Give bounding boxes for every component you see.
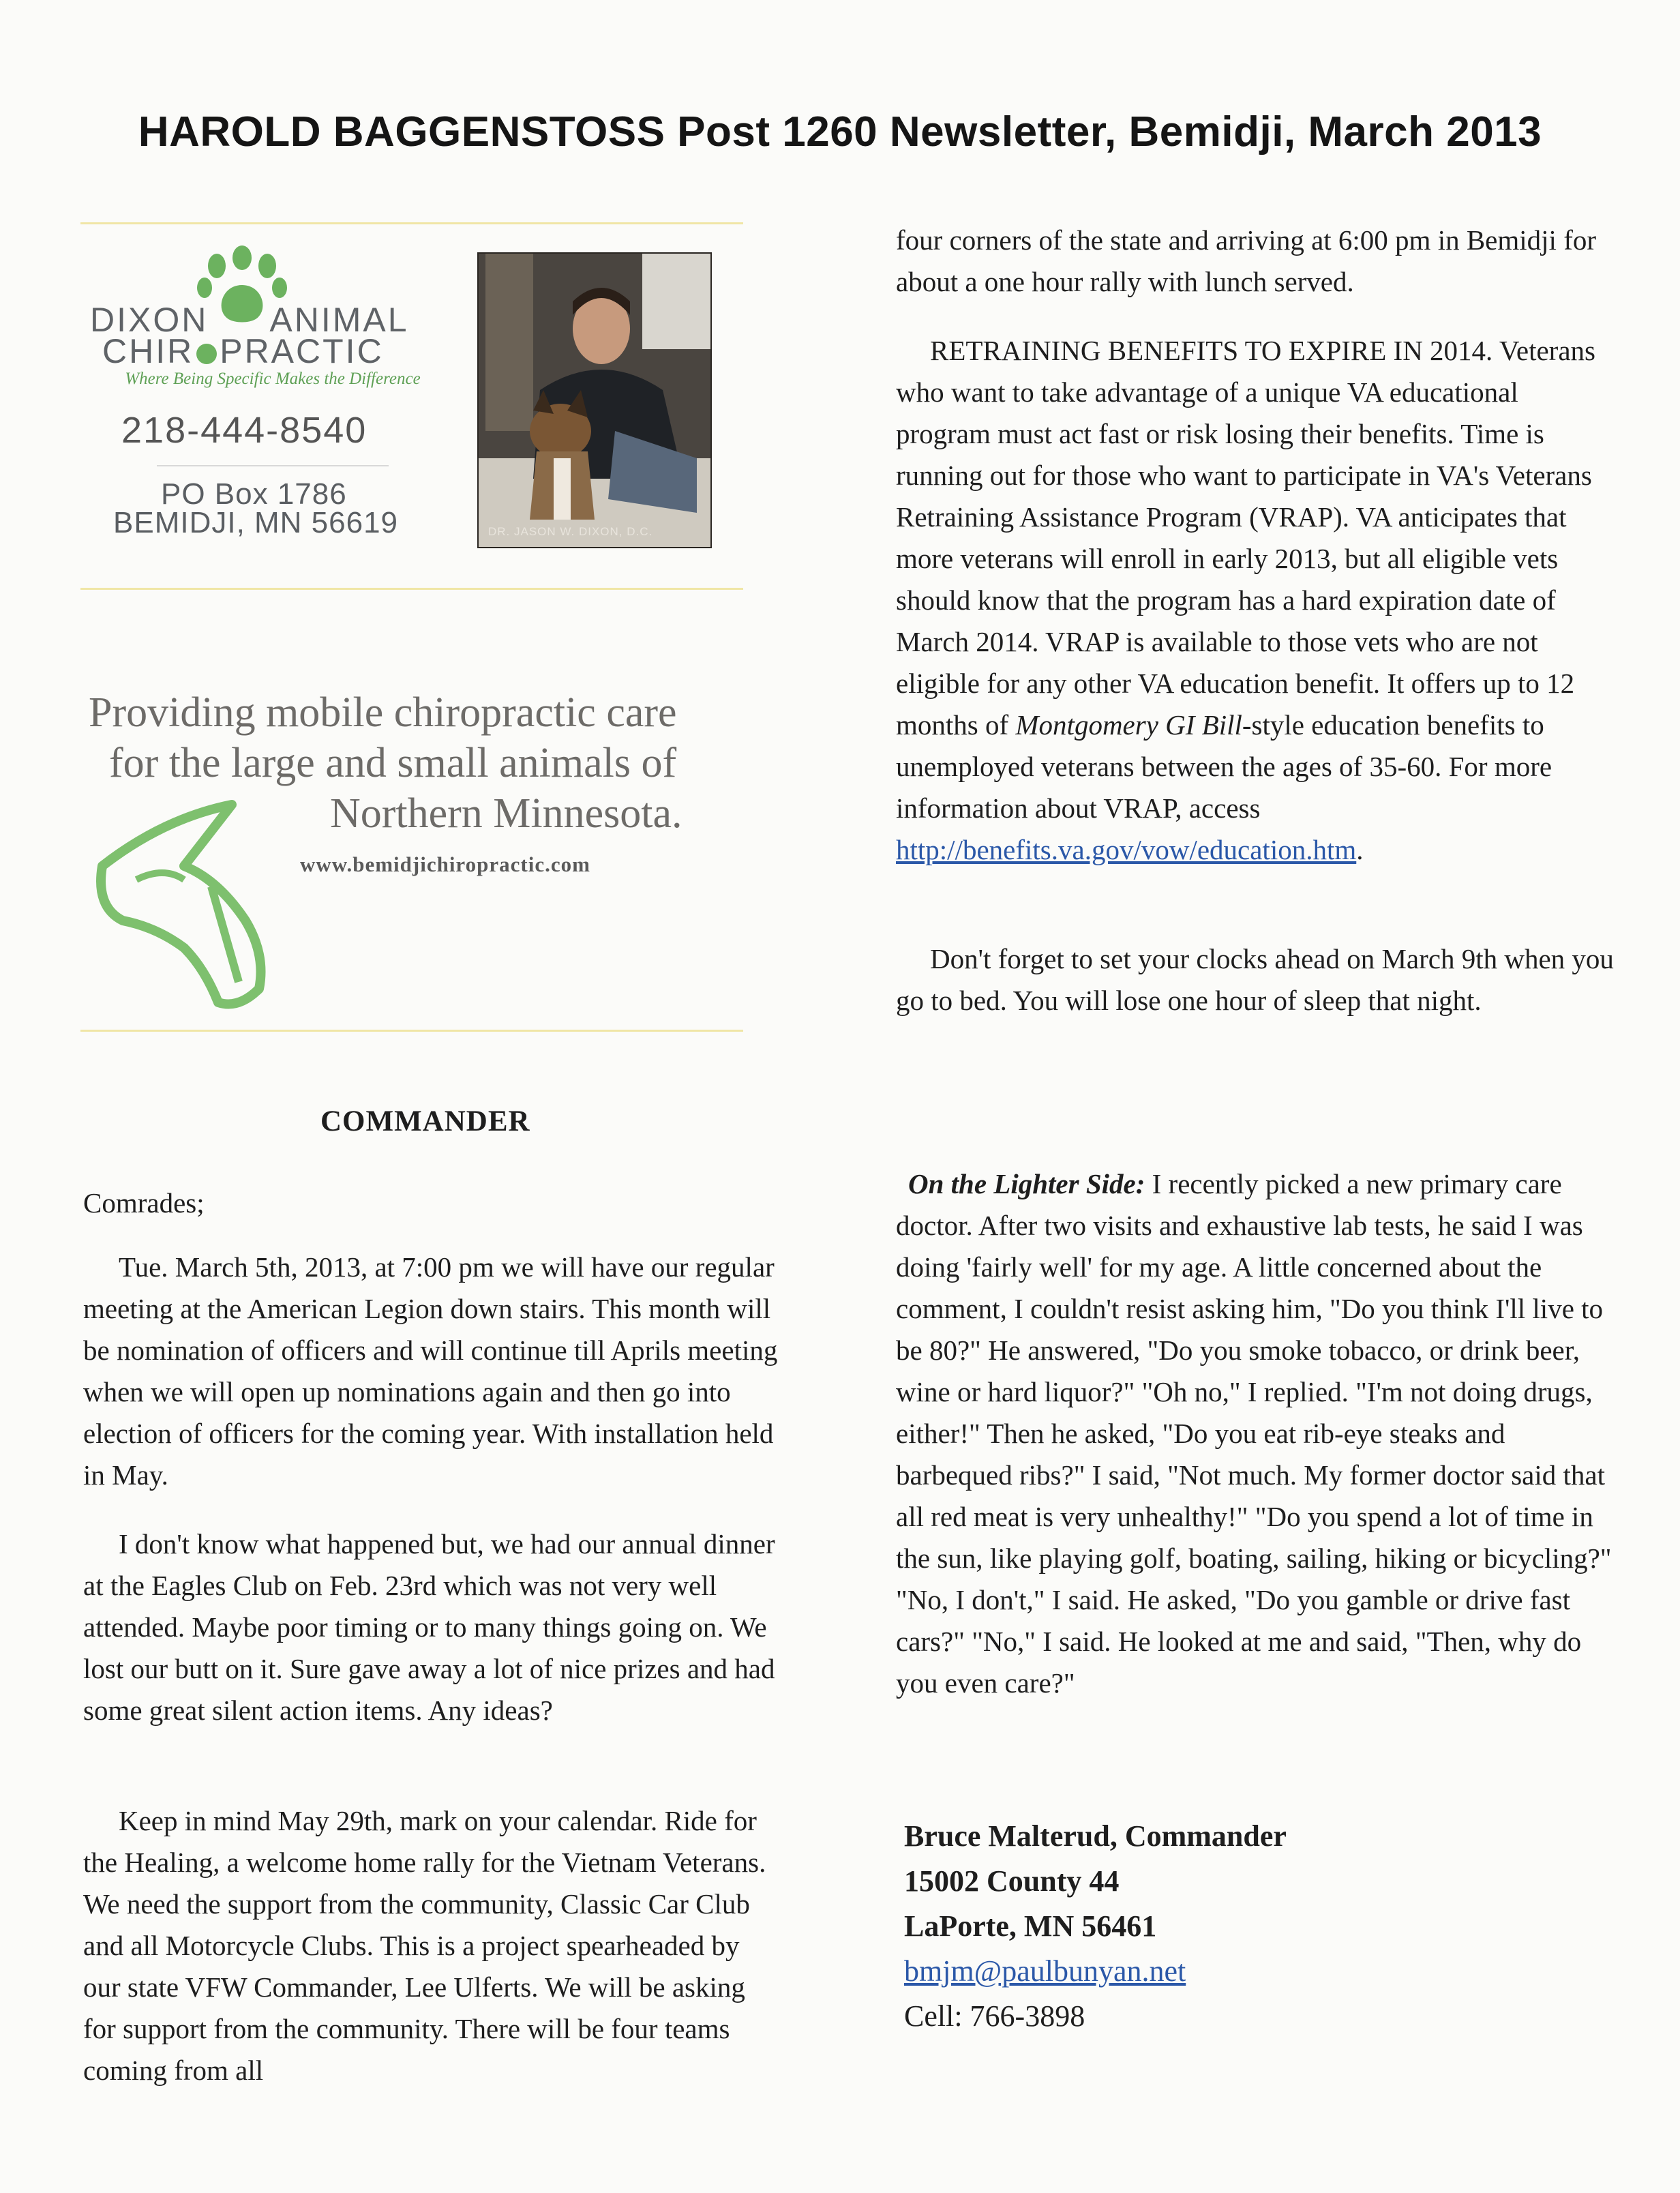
commander-salutation: Comrades;: [83, 1187, 205, 1219]
newsletter-title: HAROLD BAGGENSTOSS Post 1260 Newsletter, Bemidji, March 2013: [138, 108, 1542, 155]
vrap-text-2: -style education benefits to unemployed veterans between the ages of 35-60. For more information about VRAP, access: [896, 709, 1552, 824]
lighter-side-text: I recently picked a new primary care doctor. After two visits and exhaustive lab tests, he said I was doing 'fairly well' for my age. A little concerned about the comment, I couldn't resist asking him, "Do you think I'll live to be 80?" He answered, "Do you smoke tobacco, or drink beer, wine or hard liquor?" "Oh no," I replied. "I'm not doing drugs, either!" Then he asked, "Do you eat rib-eye steaks and barbequed ribs?" I said, "Not much. My former doctor said that all red meat is very unhealthy!" "Do you spend a lot of time in the sun, like playing golf, boating, sailing, hiking or bicycling?" "No, I don't," I said. He asked, "Do you gamble or drive fast cars?" "No," I said. He looked at me and said, "Then, why do you even care?": [896, 1168, 1612, 1699]
ad-top-rule: [80, 222, 743, 224]
signature-email-link[interactable]: bmjm@paulbunyan.net: [904, 1954, 1186, 1988]
lighter-side-paragraph: [896, 1163, 1619, 1704]
vrap-period: .: [1356, 834, 1364, 865]
commander-paragraph-1: Tue. March 5th, 2013, at 7:00 pm we will have our regular meeting at the American Legion down stairs. This month will be nomination of officers and will continue till Aprils meeting when we will open up nominations again and then go into election of officers for the coming year. With installation held in May.: [83, 1251, 778, 1491]
lighter-side-label: On the Lighter Side:: [908, 1168, 1145, 1199]
commander-heading: COMMANDER: [320, 1105, 530, 1137]
ad-city: BEMIDJI, MN 56619: [113, 506, 399, 539]
ad-business-name-line2: [102, 331, 384, 371]
ad-text-line2: for the large and small animals of: [109, 740, 677, 786]
ad-website: www.bemidjichiropractic.com: [300, 852, 590, 876]
horse-head-logo-icon: [82, 784, 327, 1016]
ad-text-line3: Northern Minnesota.: [330, 790, 682, 837]
ad-phone: 218-444-8540: [121, 410, 368, 451]
vrap-link[interactable]: http://benefits.va.gov/vow/education.htm: [896, 834, 1357, 865]
commander-paragraph-2: I don't know what happened but, we had our annual dinner at the Eagles Club on Feb. 23rd which was not very well attended. Maybe poor timing or to many things going on. We lost our butt on it. Sure gave away a lot of nice prizes and had some great silent action items. Any ideas?: [83, 1528, 775, 1726]
signature-address-2: LaPorte, MN 56461: [904, 1909, 1157, 1943]
ad-bottom-rule: [80, 1030, 743, 1032]
signature-address-1: 15002 County 44: [904, 1864, 1120, 1898]
signature-name: Bruce Malterud, Commander: [904, 1819, 1287, 1853]
ad-name-practic: PRACTIC: [220, 332, 384, 370]
ad-name-dixon: DIXON: [90, 301, 209, 339]
doctor-with-dog-photo: [477, 252, 712, 548]
ad-tagline: Where Being Specific Makes the Difference: [125, 370, 421, 388]
ad-text-line1: Providing mobile chiropractic care: [89, 689, 677, 736]
vrap-paragraph: [896, 330, 1619, 871]
vrap-gi-bill: Montgomery GI Bill: [1015, 709, 1242, 741]
ad-name-chir: CHIR: [102, 332, 194, 370]
photo-illustration: [479, 254, 710, 547]
ad-name-animal: ANIMAL: [269, 301, 409, 339]
ad-middle-rule: [80, 588, 743, 590]
ad-po-box: PO Box 1786: [161, 477, 347, 511]
photo-caption: DR. JASON W. DIXON, D.C.: [488, 525, 653, 538]
commander-paragraph-3: Keep in mind May 29th, mark on your calendar. Ride for the Healing, a welcome home rally for the Vietnam Veterans. We need the support from the community, Classic Car Club and all Motorcycle Clubs. This is a project spearheaded by our state VFW Commander, Lee Ulferts. We will be asking for support from the community. There will be four teams coming from all: [83, 1805, 766, 2086]
vrap-text-1: RETRAINING BENEFITS TO EXPIRE IN 2014. Veterans who want to take advantage of a unique VA educational program must act fast or risk losing their benefits. Time is running out for those who want to participate in VA's Veterans Retraining Assistance Program (VRAP). VA anticipates that more veterans will enroll in early 2013, but all eligible vets should know that the program has a hard expiration date of March 2014. VRAP is available to those vets who are not eligible for any other VA education benefit. It offers up to 12 months of: [896, 335, 1595, 741]
paw-o-icon: [196, 344, 217, 364]
signature-cell: Cell: 766-3898: [904, 1999, 1085, 2033]
clocks-paragraph: Don't forget to set your clocks ahead on March 9th when you go to bed. You will lose one hour of sleep that night.: [896, 943, 1614, 1016]
rally-continuation: four corners of the state and arriving at 6:00 pm in Bemidji for about a one hour rally with lunch served.: [896, 224, 1597, 297]
ad-divider: [157, 465, 389, 466]
